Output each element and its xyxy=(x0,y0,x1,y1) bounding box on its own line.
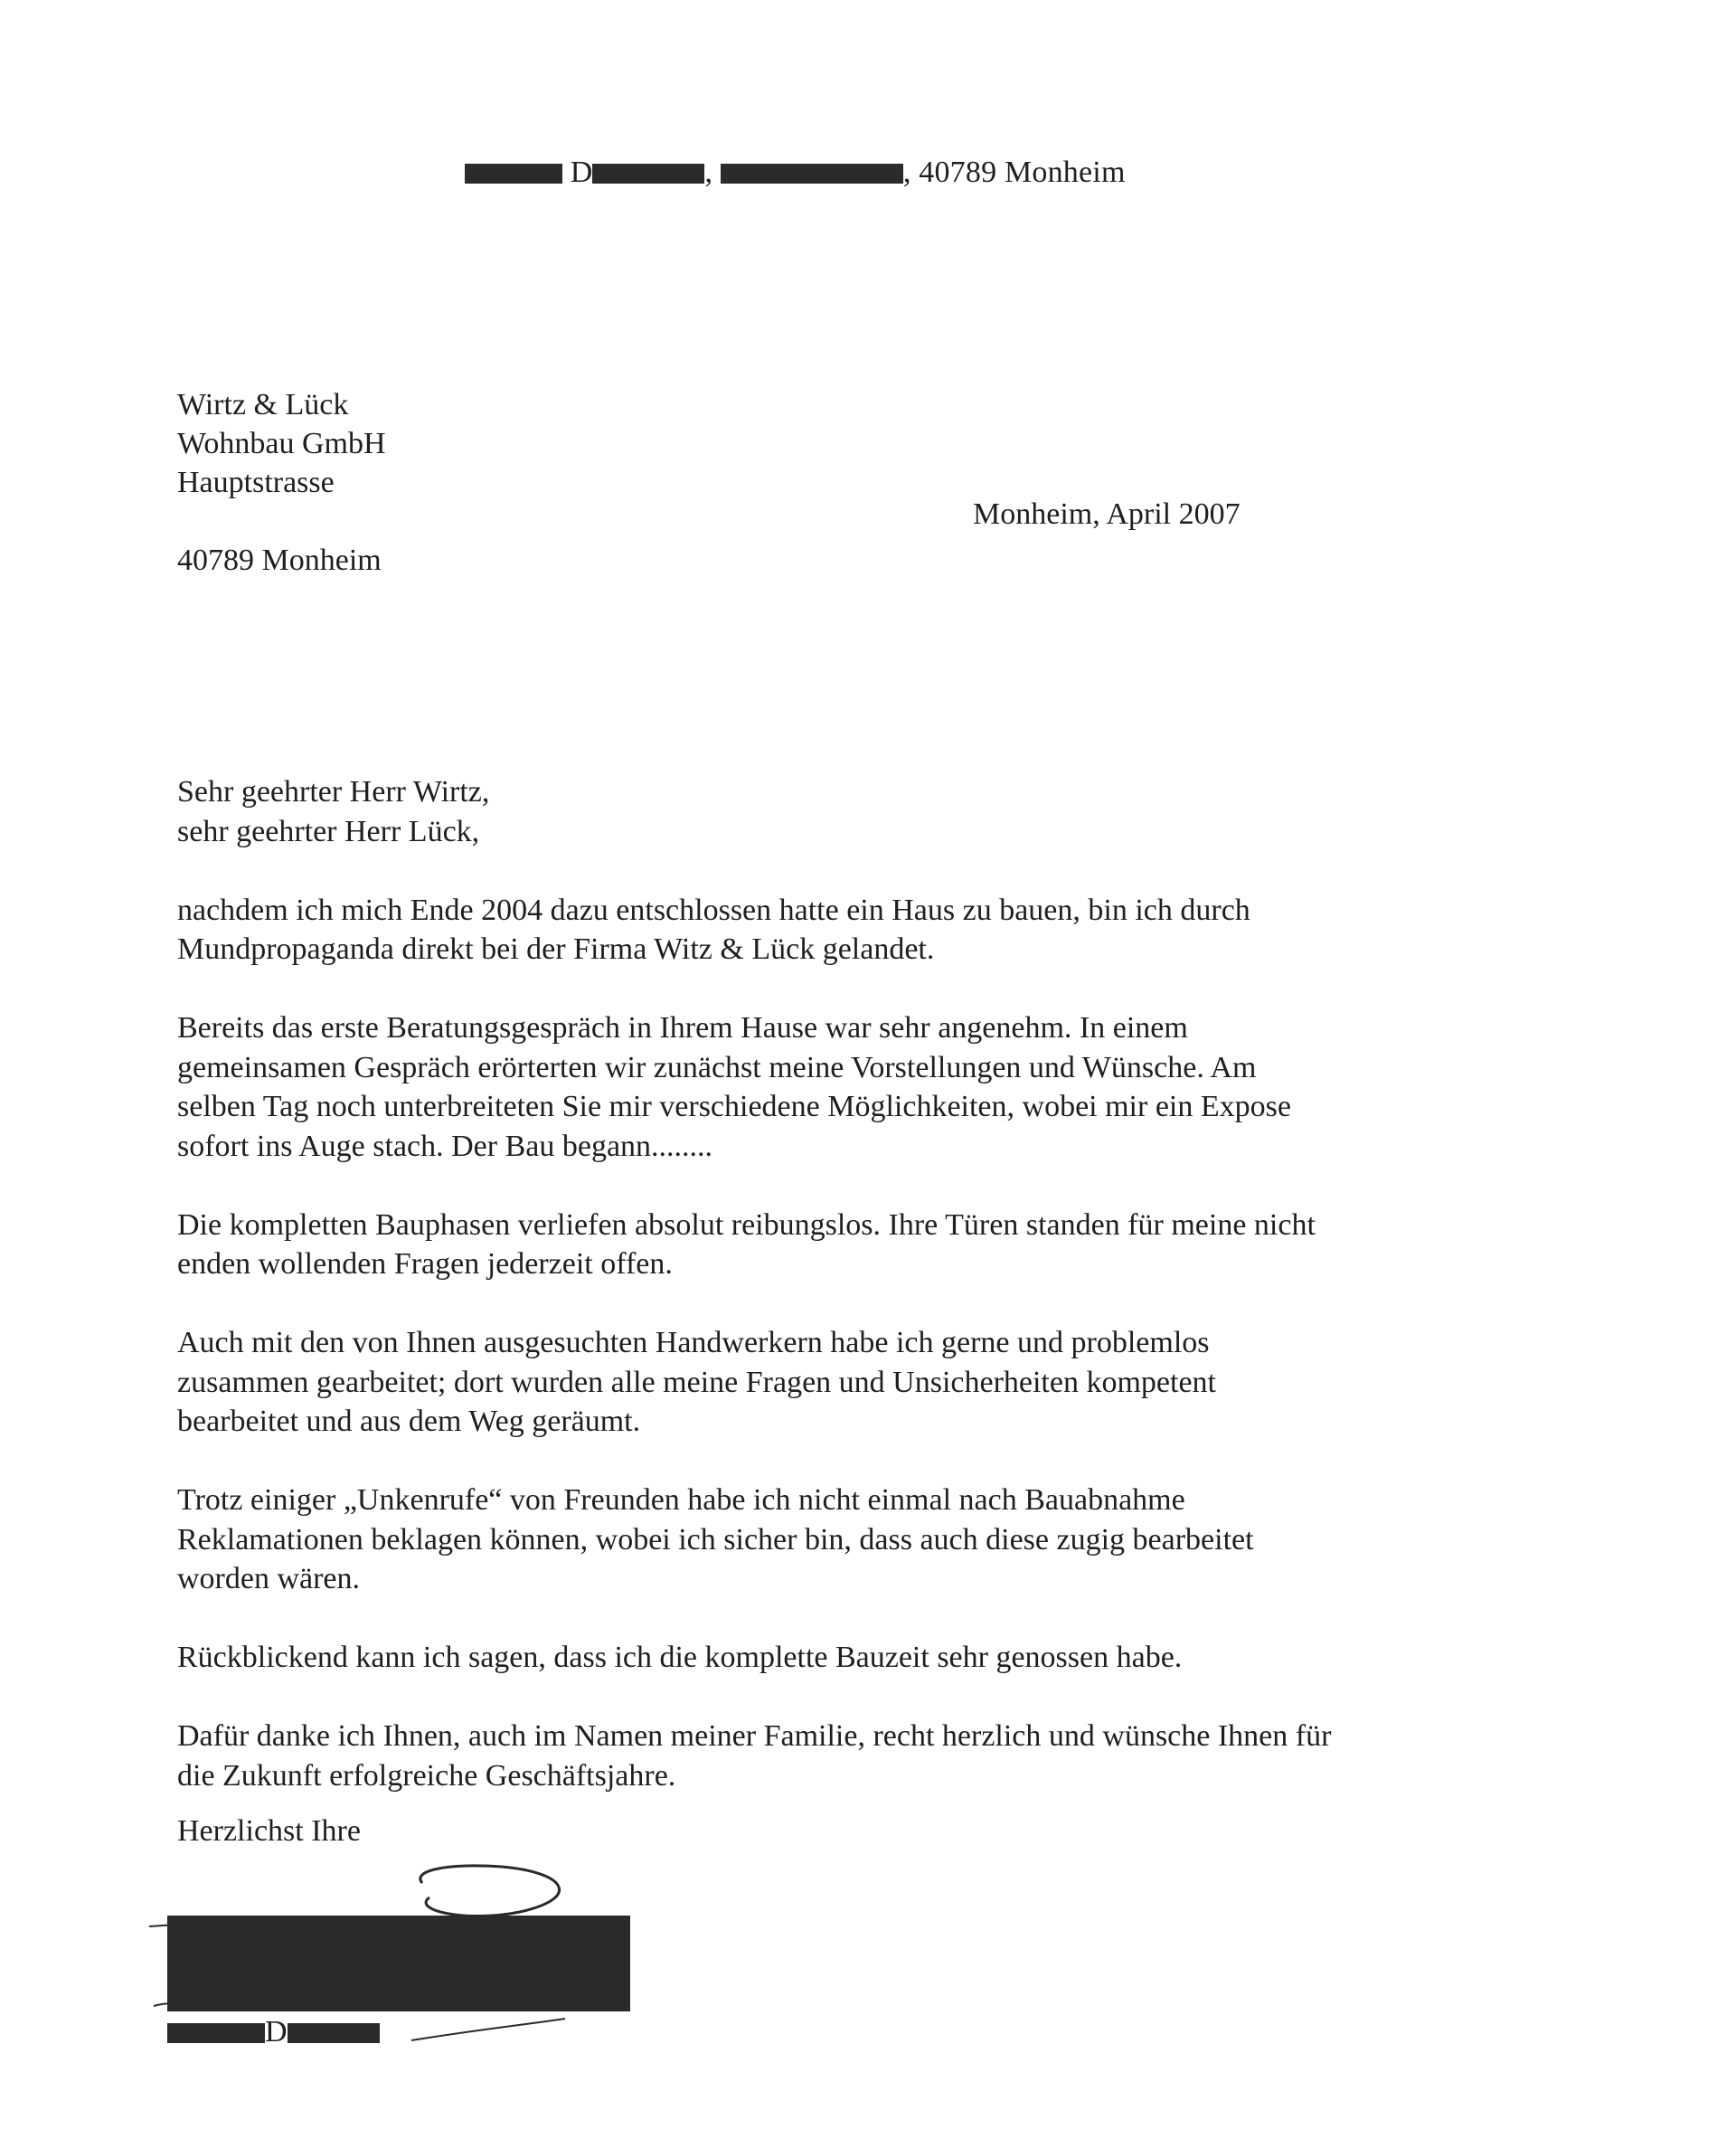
text-line: enden wollenden Fragen jederzeit offen. xyxy=(177,1247,673,1281)
closing: Herzlichst Ihre xyxy=(177,1814,361,1848)
signature-name xyxy=(167,2015,380,2049)
text-line: Die kompletten Bauphasen verliefen absolut reibungslos. Ihre Türen standen für meine nicht xyxy=(177,1207,1316,1242)
redacted-street xyxy=(721,164,903,184)
text-line: Reklamationen beklagen können, wobei ich sicher bin, dass auch diese zugig bearbeitet xyxy=(177,1522,1254,1557)
signature-area xyxy=(140,1863,683,2049)
text-line: die Zukunft erfolgreiche Geschäftsjahre. xyxy=(177,1758,676,1793)
signature-initial: D xyxy=(265,2015,288,2049)
salutation-line: sehr geehrter Herr Lück, xyxy=(177,814,480,848)
paragraph-4 xyxy=(177,1323,1506,1442)
letter-body xyxy=(177,772,1506,1835)
salutation-line: Sehr geehrter Herr Wirtz, xyxy=(177,775,490,809)
sender-city: , 40789 Monheim xyxy=(902,156,1126,189)
redacted-first-name xyxy=(465,164,562,184)
recipient-city: 40789 Monheim xyxy=(177,544,382,577)
text-line: Mundpropaganda direkt bei der Firma Witz & Lück gelandet. xyxy=(177,932,935,966)
paragraph-6 xyxy=(177,1638,1506,1678)
text-line: Trotz einiger „Unkenrufe“ von Freunden habe ich nicht einmal nach Bauabnahme xyxy=(177,1483,1185,1517)
redacted-surname xyxy=(288,2023,380,2043)
text-line: Dafür danke ich Ihnen, auch im Namen meiner Familie, recht herzlich und wünsche Ihnen für xyxy=(177,1719,1332,1753)
paragraph-1 xyxy=(177,891,1506,970)
text-line: nachdem ich mich Ende 2004 dazu entschlossen hatte ein Haus zu bauen, bin ich durch xyxy=(177,893,1250,927)
paragraph-5 xyxy=(177,1481,1506,1599)
text-line: bearbeitet und aus dem Weg geräumt. xyxy=(177,1405,641,1438)
text-line: Bereits das erste Beratungsgespräch in Ihrem Hause war sehr angenehm. In einem xyxy=(177,1011,1188,1045)
text-line: selben Tag noch unterbreiteten Sie mir verschiedene Möglichkeiten, wobei mir ein Expose xyxy=(177,1090,1291,1123)
recipient-address xyxy=(177,385,386,580)
text-line: worden wären. xyxy=(177,1562,361,1595)
salutation xyxy=(177,772,1506,851)
redacted-first-name xyxy=(167,2023,265,2043)
paragraph-3 xyxy=(177,1206,1506,1284)
text-line: Rückblickend kann ich sagen, dass ich die komplette Bauzeit sehr genossen habe. xyxy=(177,1641,1183,1674)
paragraph-7 xyxy=(177,1717,1506,1795)
recipient-company-type: Wohnbau GmbH xyxy=(177,427,386,460)
recipient-company: Wirtz & Lück xyxy=(177,388,349,421)
redacted-signature xyxy=(167,1916,630,2011)
letter-date: Monheim, April 2007 xyxy=(973,497,1241,531)
redacted-surname xyxy=(592,164,704,184)
text-line: Auch mit den von Ihnen ausgesuchten Handwerkern habe ich gerne und problemlos xyxy=(177,1326,1210,1359)
text-line: zusammen gearbeitet; dort wurden alle meine Fragen und Unsicherheiten kompetent xyxy=(177,1365,1216,1399)
text-line: sofort ins Auge stach. Der Bau begann........ xyxy=(177,1129,713,1163)
sender-initial: D xyxy=(570,156,593,189)
text-line: gemeinsamen Gespräch erörterten wir zunächst meine Vorstellungen und Wünsche. Am xyxy=(177,1050,1257,1084)
recipient-street: Hauptstrasse xyxy=(177,466,335,499)
sender-address-line: D , , 40789 Monheim xyxy=(465,156,1126,190)
paragraph-2 xyxy=(177,1008,1506,1166)
